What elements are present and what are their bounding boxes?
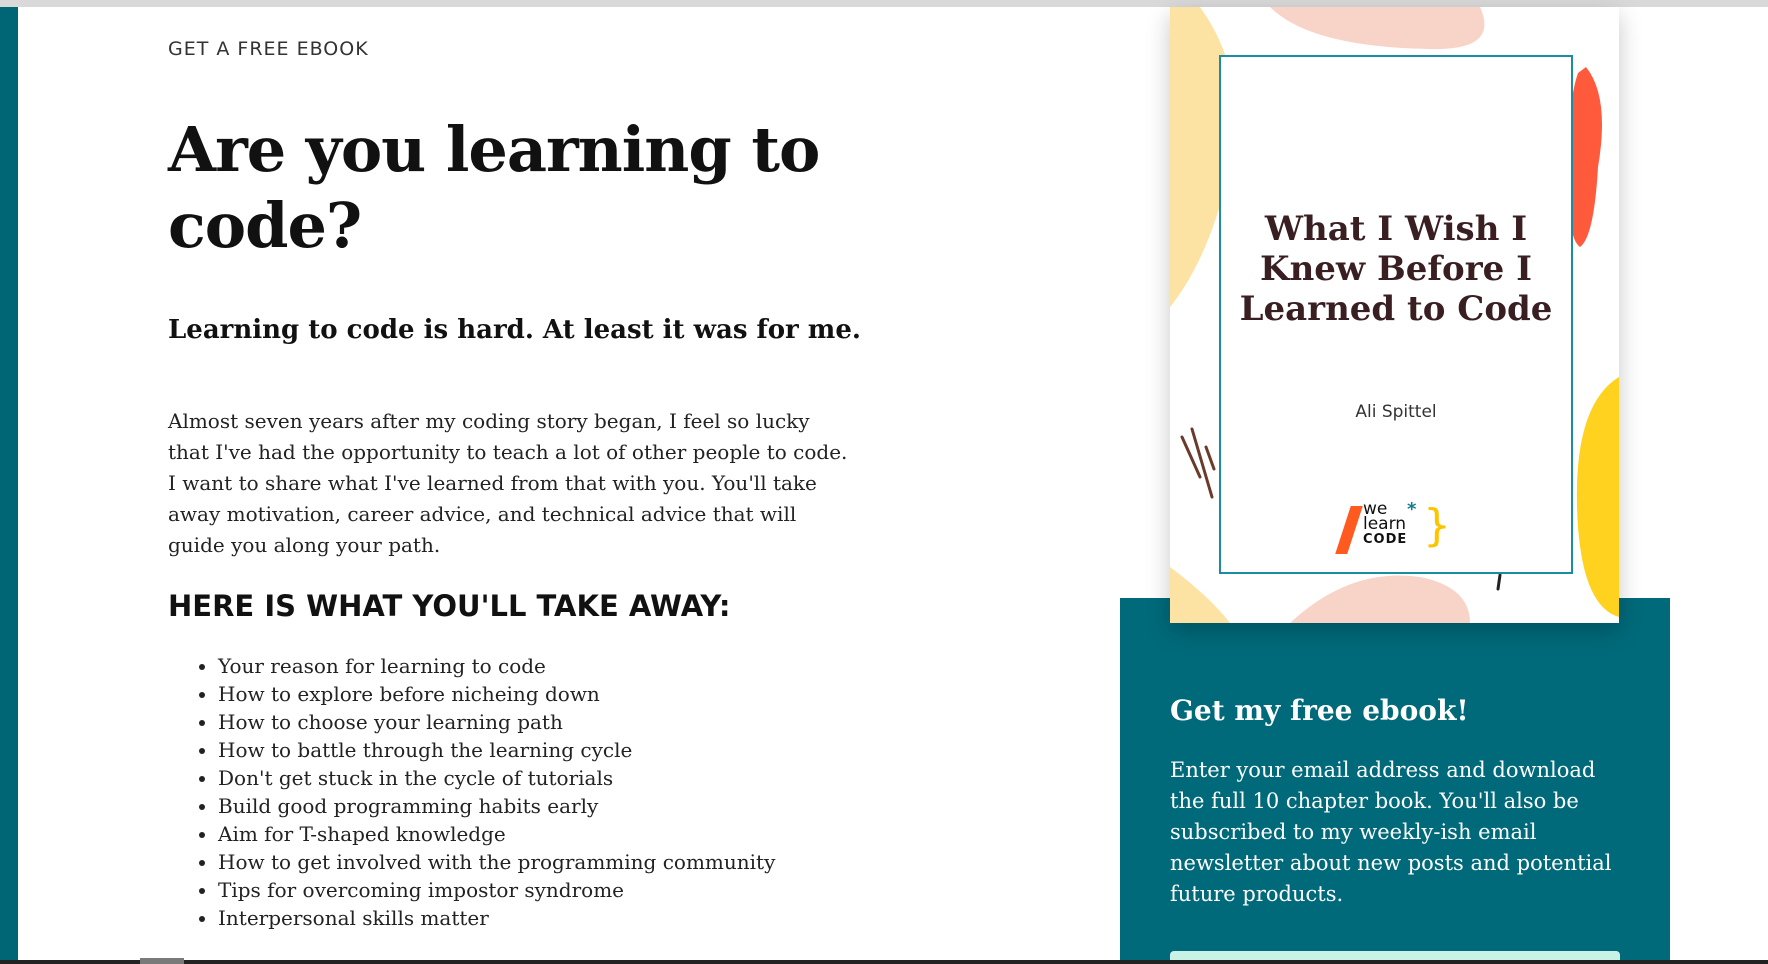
logo-line-code: CODE [1363,532,1408,547]
list-item: • Your reason for learning to code [218,652,938,680]
takeaways-heading: HERE IS WHAT YOU'LL TAKE AWAY: [168,589,731,623]
ebook-cover [1170,7,1619,623]
list-item: • Build good programming habits early [218,792,938,820]
left-accent-bar [0,7,18,964]
logo-brace-icon: } [1423,500,1451,551]
list-item: • How to choose your learning path [218,708,938,736]
intro-paragraph: Almost seven years after my coding story began, I feel so lucky that I've had the opportunity to teach a lot of other people to code. I want to share what I've learned from that with you. You'll take away motivation, career advice, and technical advice that will guide you along your path. [168,409,848,557]
list-item: • How to get involved with the programming community [218,848,938,876]
takeaways-list [168,652,938,932]
list-item: • Tips for overcoming impostor syndrome [218,876,938,904]
ebook-author: Ali Spittel [1355,402,1437,422]
logo-asterisk-icon: * [1407,499,1417,520]
signup-heading: Get my free ebook! [1170,694,1469,727]
logo-slash-icon [1335,506,1363,554]
eyebrow-label: GET A FREE EBOOK [168,38,369,60]
logo-line-learn: learn [1363,514,1407,534]
browser-top-rule [0,0,1768,7]
page-title: Are you learning to code? [168,113,820,262]
scrollbar-thumb[interactable] [140,958,184,964]
list-item: • Aim for T-shaped knowledge [218,820,938,848]
subheadline: Learning to code is hard. At least it was for me. [168,315,861,345]
list-item: • How to explore before nicheing down [218,680,938,708]
we-learn-code-logo [1339,499,1451,558]
ebook-title: What I Wish I Knew Before I Learned to Code [1239,209,1553,329]
signup-description: Enter your email address and download the full 10 chapter book. You'll also be subscribed to my weekly-ish email newsletter about new posts and potential future products. [1170,758,1612,906]
browser-bottom-bar [0,960,1768,964]
list-item: • Interpersonal skills matter [218,904,938,932]
page-right-margin [1744,7,1768,964]
list-item: • Don't get stuck in the cycle of tutorials [218,764,938,792]
cover-frame [1219,55,1573,574]
list-item: • How to battle through the learning cycle [218,736,938,764]
logo-line-we: we [1363,499,1388,519]
